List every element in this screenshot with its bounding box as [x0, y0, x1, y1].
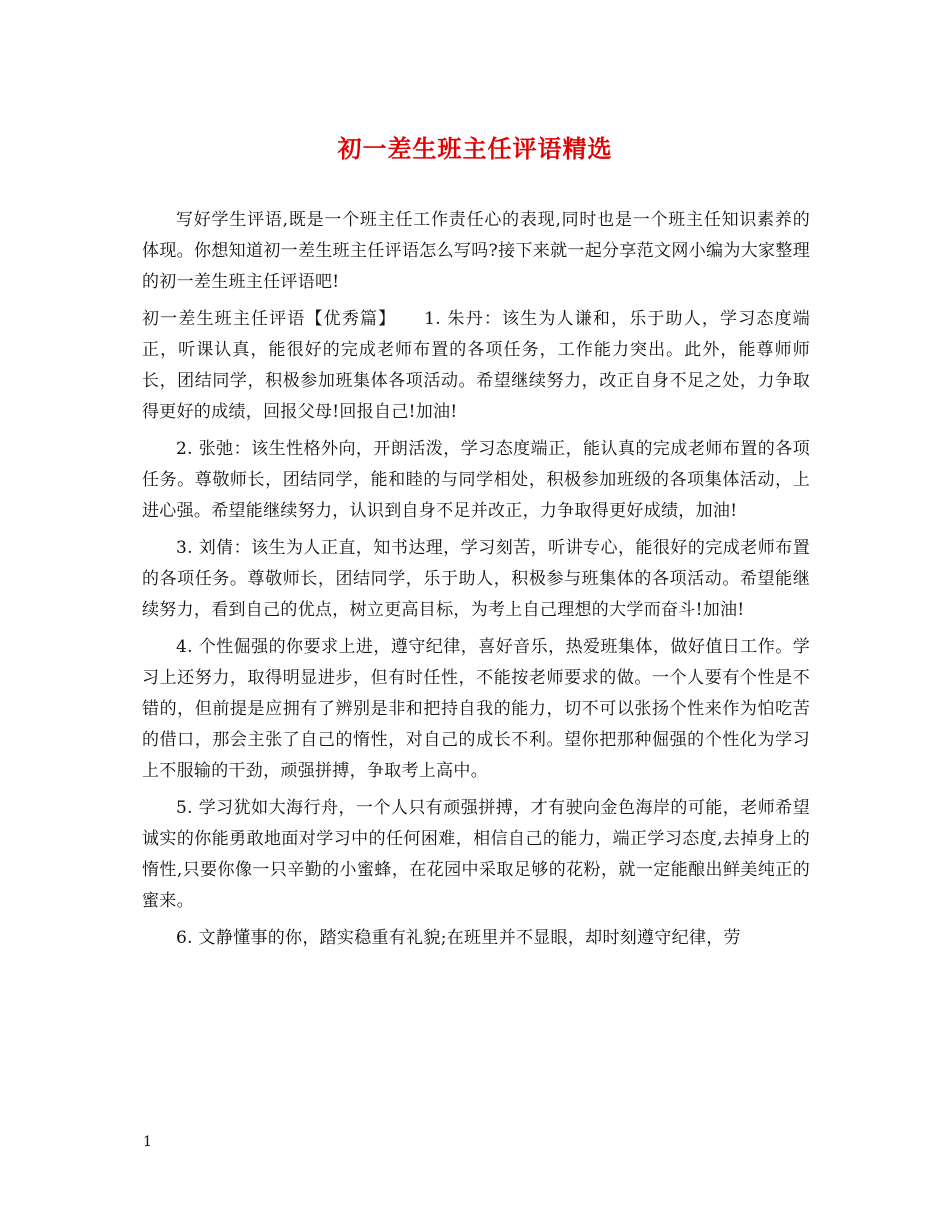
comment-paragraph-1: 初一差生班主任评语【优秀篇】 1. 朱丹：该生为人谦和，乐于助人，学习态度端正，听课认真，能很好的完成老师布置的各项任务，工作能力突出。此外，能尊师师长，团结同学，积极参加班集体各项活动。希望继续努力，改正自身不足之处，力争取得更好的成绩，回报父母!回报自己!加油!: [142, 309, 810, 422]
comment-paragraph-5: 5. 学习犹如大海行舟，一个人只有顽强拼搏，才有驶向金色海岸的可能，老师希望诚实的你能勇敢地面对学习中的任何困难，相信自己的能力，端正学习态度,去掉身上的惰性,只要你像一只辛勤的小蜜蜂，在花园中采取足够的花粉，就一定能酿出鲜美纯正的蜜来。: [142, 798, 810, 911]
document-body: [142, 205, 810, 960]
comment-paragraph-3: 3. 刘倩：该生为人正直，知书达理，学习刻苦，听讲专心，能很好的完成老师布置的各项任务。尊敬师长，团结同学，乐于助人，积极参与班集体的各项活动。希望能继续努力，看到自己的优点，树立更高目标，为考上自己理想的大学而奋斗!加油!: [142, 538, 810, 620]
comment-paragraph-6: 6. 文静懂事的你，踏实稳重有礼貌;在班里并不显眼，却时刻遵守纪律，劳: [176, 928, 741, 948]
document-title: 初一差生班主任评语精选: [337, 134, 613, 163]
intro-paragraph: 写好学生评语,既是一个班主任工作责任心的表现,同时也是一个班主任知识素养的体现。你想知道初一差生班主任评语怎么写吗?接下来就一起分享范文网小编为大家整理的初一差生班主任评语吧!: [142, 210, 810, 292]
page-number: 1: [143, 1134, 152, 1150]
comment-paragraph-2: 2. 张弛：该生性格外向，开朗活泼，学习态度端正，能认真的完成老师布置的各项任务。尊敬师长，团结同学，能和睦的与同学相处，积极参加班级的各项集体活动，上进心强。希望能继续努力，认识到自身不足并改正，力争取得更好成绩，加油!: [142, 439, 810, 521]
comment-paragraph-4: 4. 个性倔强的你要求上进，遵守纪律，喜好音乐，热爱班集体，做好值日工作。学习上还努力，取得明显进步，但有时任性，不能按老师要求的做。一个人要有个性是不错的，但前提是应拥有了辨别是非和把持自我的能力，切不可以张扬个性来作为怕吃苦的借口，那会主张了自己的惰性，对自己的成长不利。望你把那种倔强的个性化为学习上不服输的干劲，顽强拼搏，争取考上高中。: [142, 637, 810, 781]
